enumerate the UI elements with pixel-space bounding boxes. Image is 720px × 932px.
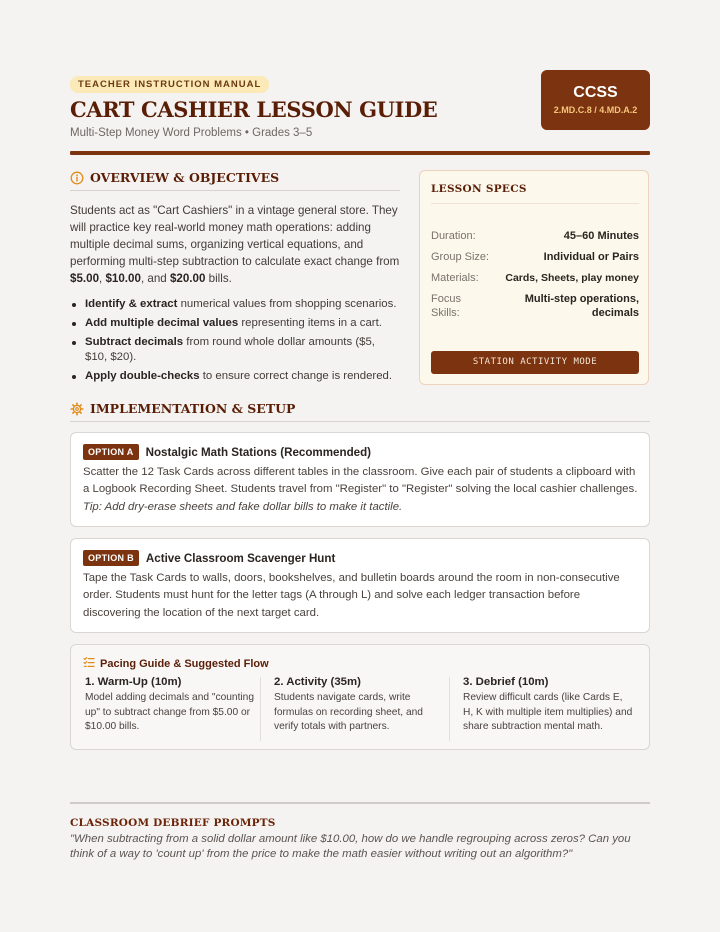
phase-text: Students navigate cards, write formulas on recording sheet, and verify totals with partners. [274,692,423,733]
option-a-card [70,432,650,527]
implementation-heading-label: IMPLEMENTATION & SETUP [90,401,296,416]
spec-row-focus-skills [431,292,639,320]
spec-label: Group Size: [431,251,490,263]
debrief-divider [70,802,650,804]
standards-codes: 2.MD.C.8 / 4.MD.A.2 [553,105,638,115]
list-item [70,316,400,331]
objectives-list [70,297,400,388]
spec-value: Individual or Pairs [543,251,639,263]
station-activity-mode-button[interactable]: STATION ACTIVITY MODE [431,351,639,374]
objective-text: to ensure correct change is rendered. [199,370,393,382]
option-a-tip: Tip: Add dry-erase sheets and fake dollar bills to make it tactile. [83,500,403,513]
pacing-guide-card [70,644,650,750]
option-b-badge: OPTION B [83,550,139,566]
option-a-body [83,464,639,516]
objective-bold: Subtract decimals [85,336,184,348]
header-divider [70,151,650,155]
spec-label: Materials: [431,272,479,284]
debrief-quote: "When subtracting from a solid dollar amount like $10.00, how do we handle regrouping across zeros? Can you think of a way to 'count up' from the price to make the math easier without writing out an algorithm?" [70,833,631,860]
manual-tag: TEACHER INSTRUCTION MANUAL [70,76,269,93]
phase-divider [260,677,261,741]
option-b-title: Active Classroom Scavenger Hunt [145,551,336,565]
page-subtitle: Multi-Step Money Word Problems • Grades 3–5 [70,127,313,139]
bill-20: $20.00 [169,272,206,285]
phase-divider [449,677,450,741]
phase-text: Model adding decimals and "counting up" to subtract change from $5.00 or $10.00 bills. [85,692,254,733]
list-item [70,297,400,312]
phase-title: 1. Warm-Up (10m) [85,676,182,688]
overview-heading-label: OVERVIEW & OBJECTIVES [90,170,280,185]
overview-end: bills. [205,272,232,285]
standards-title: CCSS [573,84,618,101]
lesson-specs-card [419,170,649,385]
option-a-header [83,444,371,460]
pacing-phase-debrief [463,676,633,735]
bill-5: $5.00 [70,272,100,285]
objective-text: numerical values from shopping scenarios. [177,298,397,310]
option-a-description: Scatter the 12 Task Cards across different tables in the classroom. Give each pair of students a clipboard with a Logbook Recording Sheet. Students travel from "Register" to "Register" solving the local cashier challenges. [83,466,638,496]
spec-row-group-size [431,250,639,264]
pacing-heading [83,656,269,671]
bill-10: $10.00 [105,272,141,285]
page-title: CART CASHIER LESSON GUIDE [70,97,438,122]
phase-text: Review difficult cards (like Cards E, H, K with multiple item multiplies) and share subtraction mental math. [463,692,633,733]
phase-title: 2. Activity (35m) [274,676,361,688]
option-b-header [83,550,335,566]
option-a-badge: OPTION A [83,444,139,460]
pacing-phase-warmup [85,676,255,735]
objective-text: representing items in a cart. [238,317,382,329]
specs-title: LESSON SPECS [431,183,639,204]
objective-bold: Add multiple decimal values [85,317,239,329]
spec-row-materials [431,271,639,285]
phase-title: 3. Debrief (10m) [463,676,549,688]
overview-sep-1: , [99,272,106,285]
standards-badge [541,70,650,130]
gear-icon [70,402,84,416]
spec-value: 45–60 Minutes [563,230,639,242]
pacing-phase-activity [274,676,444,735]
pacing-heading-label: Pacing Guide & Suggested Flow [100,657,269,670]
option-b-body: Tape the Task Cards to walls, doors, bookshelves, and bulletin boards around the room in non-consecutive order. Students must hunt for the letter tags (A through L) and solve each ledger transaction before discovering the location of the next target card. [83,572,620,619]
overview-intro: Students act as "Cart Cashiers" in a vintage general store. They will practice key real-world money math operations: adding multiple decimal sums, organizing vertical equations, and performing multi-step subtraction to calculate exact change from [70,204,400,268]
list-item [70,369,400,384]
option-a-title: Nostalgic Math Stations (Recommended) [145,445,372,459]
spec-value: Multi-step operations, decimals [524,293,639,319]
spec-label: Focus Skills: [431,293,461,319]
overview-heading [70,170,400,191]
spec-value: Cards, Sheets, play money [505,272,639,284]
overview-paragraph [70,202,400,287]
objective-bold: Apply double-checks [85,370,200,382]
overview-sep-2: , and [140,272,170,285]
list-item [70,335,400,365]
list-icon [83,656,95,671]
spec-row-duration [431,229,639,243]
spec-label: Duration: [431,230,476,242]
objective-bold: Identify & extract [85,298,178,310]
objective-text: from round whole dollar amounts ($5, $10, $20). [85,336,375,363]
debrief-heading: CLASSROOM DEBRIEF PROMPTS [70,817,276,829]
option-b-card [70,538,650,633]
info-circle-icon [70,171,84,185]
implementation-heading [70,401,650,422]
